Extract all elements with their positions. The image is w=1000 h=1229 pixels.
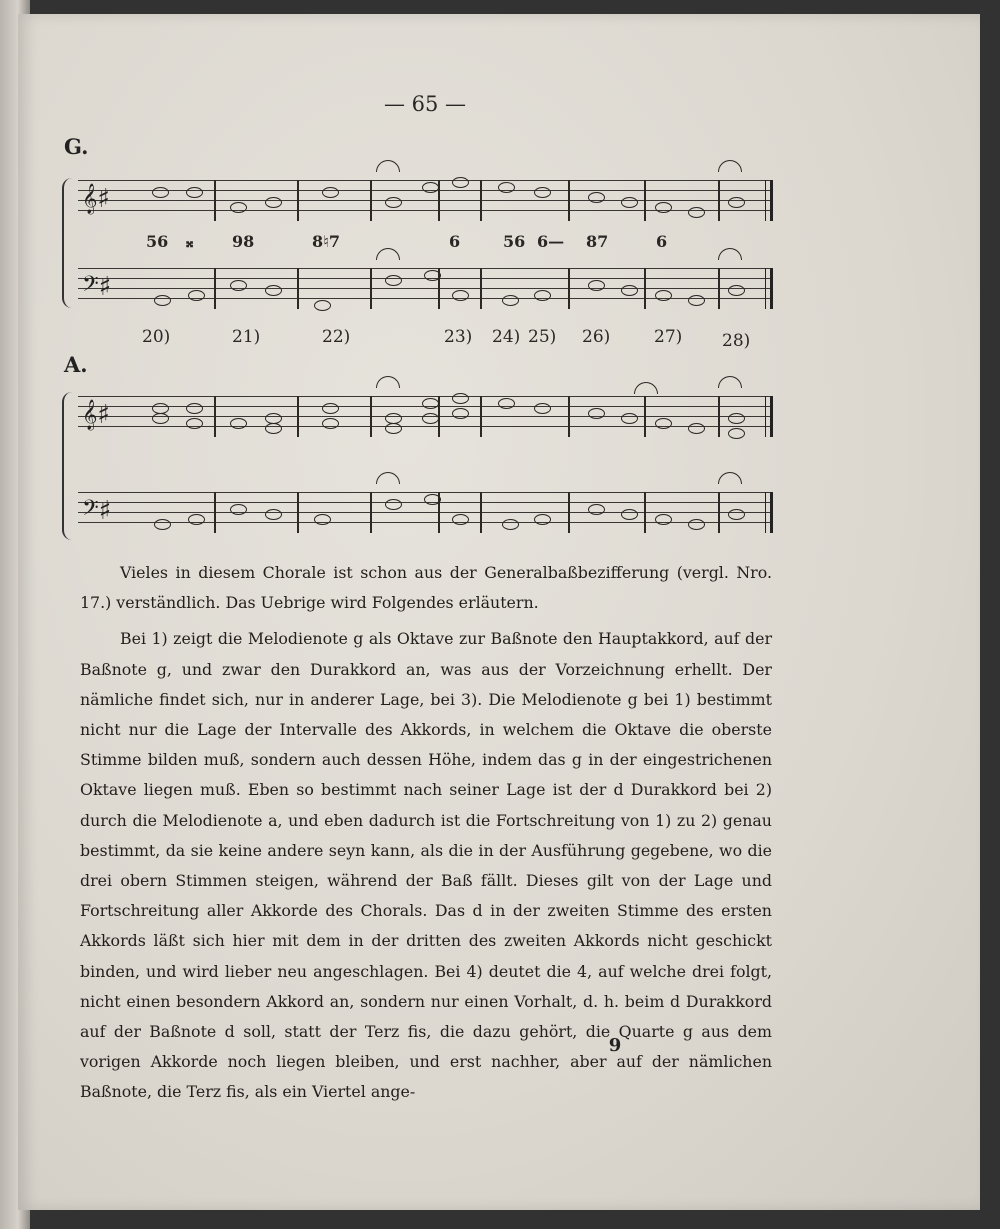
- section-label-a: A.: [64, 352, 88, 377]
- scanned-page: — 65 — G. 𝄞♯ 56 𝄪 98 8♮7 6 56 6— 87 6 𝄢♯ 20) 21) 22) 23) 24) 25) 26) 27) 28) A. 𝄞♯ 𝄢♯ Vieles in diesem Chorale ist schon aus der Generalbaßbezifferung (vergl. Nro. 17.) verständlich. Das Uebrige wird Folgendes erläutern. Bei 1) zeigt die Melodienote g als Oktave zur Baßnote den Hauptakkord, auf der Baßnote g, und zwar den Durakkord an, was aus der Vorzeichnung erhellt. Der nämliche findet sich, nur in anderer Lage, bei 3). Die Melodienote g bei 1) bestimmt nicht nur die Lage der Intervalle des Akkords, in welchem die Oktave die oberste Stimme bilden muß, sondern auch dessen Höhe, indem das g in der eingestrichenen Oktave liegen muß. Eben so bestimmt nach seiner Lage ist der d Durakkord bei 2) durch die Melodienote a, und eben dadurch ist die Fortschreitung von 1) zu 2) genau bestimmt, da sie keine andere seyn kann, als die in der Ausführung gegebene, wo die drei obern Stimmen steigen, während der Baß fällt. Dieses gilt von der Lage und Fortschreitung aller Akkorde des Chorals. Das d in der zweiten Stimme des ersten Akkords läßt sich hier mit dem in der dritten des zweiten Akkords nicht geschickt binden, und wird lieber neu angeschlagen. Bei 4) deutet die 4, auf welche drei folgt, nicht einen besondern Akkord an, sondern nur einen Vorhalt, d. h. beim d Durakkord auf der Baßnote d soll, statt der Terz fis, die dazu gehört, die Quarte g aus dem vorigen Akkorde noch liegen bleiben, und erst nachher, aber auf der nämlichen Baßnote, die Terz fis, als ein Viertel ange- 9: [0, 0, 1000, 1229]
- system-brace-g: [62, 178, 78, 308]
- paragraph-intro: Vieles in diesem Chorale ist schon aus der Generalbaßbezifferung (vergl. Nro. 17.) verständlich. Das Uebrige wird Folgendes erläutern.: [80, 563, 772, 613]
- treble-clef-icon: 𝄞♯: [82, 184, 110, 214]
- bass-clef-icon: 𝄢♯: [82, 496, 112, 526]
- bass-staff-g: [78, 268, 773, 308]
- bass-staff-a: [78, 492, 773, 532]
- treble-staff-a: [78, 396, 773, 436]
- section-label-g: G.: [64, 134, 89, 159]
- treble-staff-g: [78, 180, 773, 220]
- signature-mark: 9: [608, 1035, 622, 1056]
- paragraph-explanation: Bei 1) zeigt die Melodienote g als Oktave zur Baßnote den Hauptakkord, auf der Baßnote g, und zwar den Durakkord an, was aus der Vorzeichnung erhellt. Der nämliche findet sich, nur in anderer Lage, bei 3). Die Melodienote g bei 1) bestimmt nicht nur die Lage der Intervalle des Akkords, in welchem die Oktave die oberste Stimme bilden muß, sondern auch dessen Höhe, indem das g in der eingestrichenen Oktave liegen muß. Eben so bestimmt nach seiner Lage ist der d Durakkord bei 2) durch die Melodienote a, und eben dadurch ist die Fortschreitung von 1) zu 2) genau bestimmt, da sie keine andere seyn kann, als die in der Ausführung gegebene, wo die drei obern Stimmen steigen, während der Baß fällt. Dieses gilt von der Lage und Fortschreitung aller Akkorde des Chorals. Das d in der zweiten Stimme des ersten Akkords läßt sich hier mit dem in der dritten des zweiten Akkords nicht geschickt binden, und wird lieber neu angeschlagen. Bei 4) deutet die 4, auf welche drei folgt, nicht einen besondern Akkord an, sondern nur einen Vorhalt, d. h. beim d Durakkord auf der Baßnote d soll, statt der Terz fis, die dazu gehört, die Quarte g aus dem vorigen Akkorde noch liegen bleiben, und erst nachher, aber auf der nämlichen Baßnote, die Terz fis, als ein Viertel ange-: [80, 629, 772, 1102]
- system-brace-a: [62, 392, 78, 540]
- bass-clef-icon: 𝄢♯: [82, 272, 112, 302]
- page-number: — 65 —: [383, 92, 467, 116]
- treble-clef-icon: 𝄞♯: [82, 400, 110, 430]
- body-text: [80, 558, 772, 1108]
